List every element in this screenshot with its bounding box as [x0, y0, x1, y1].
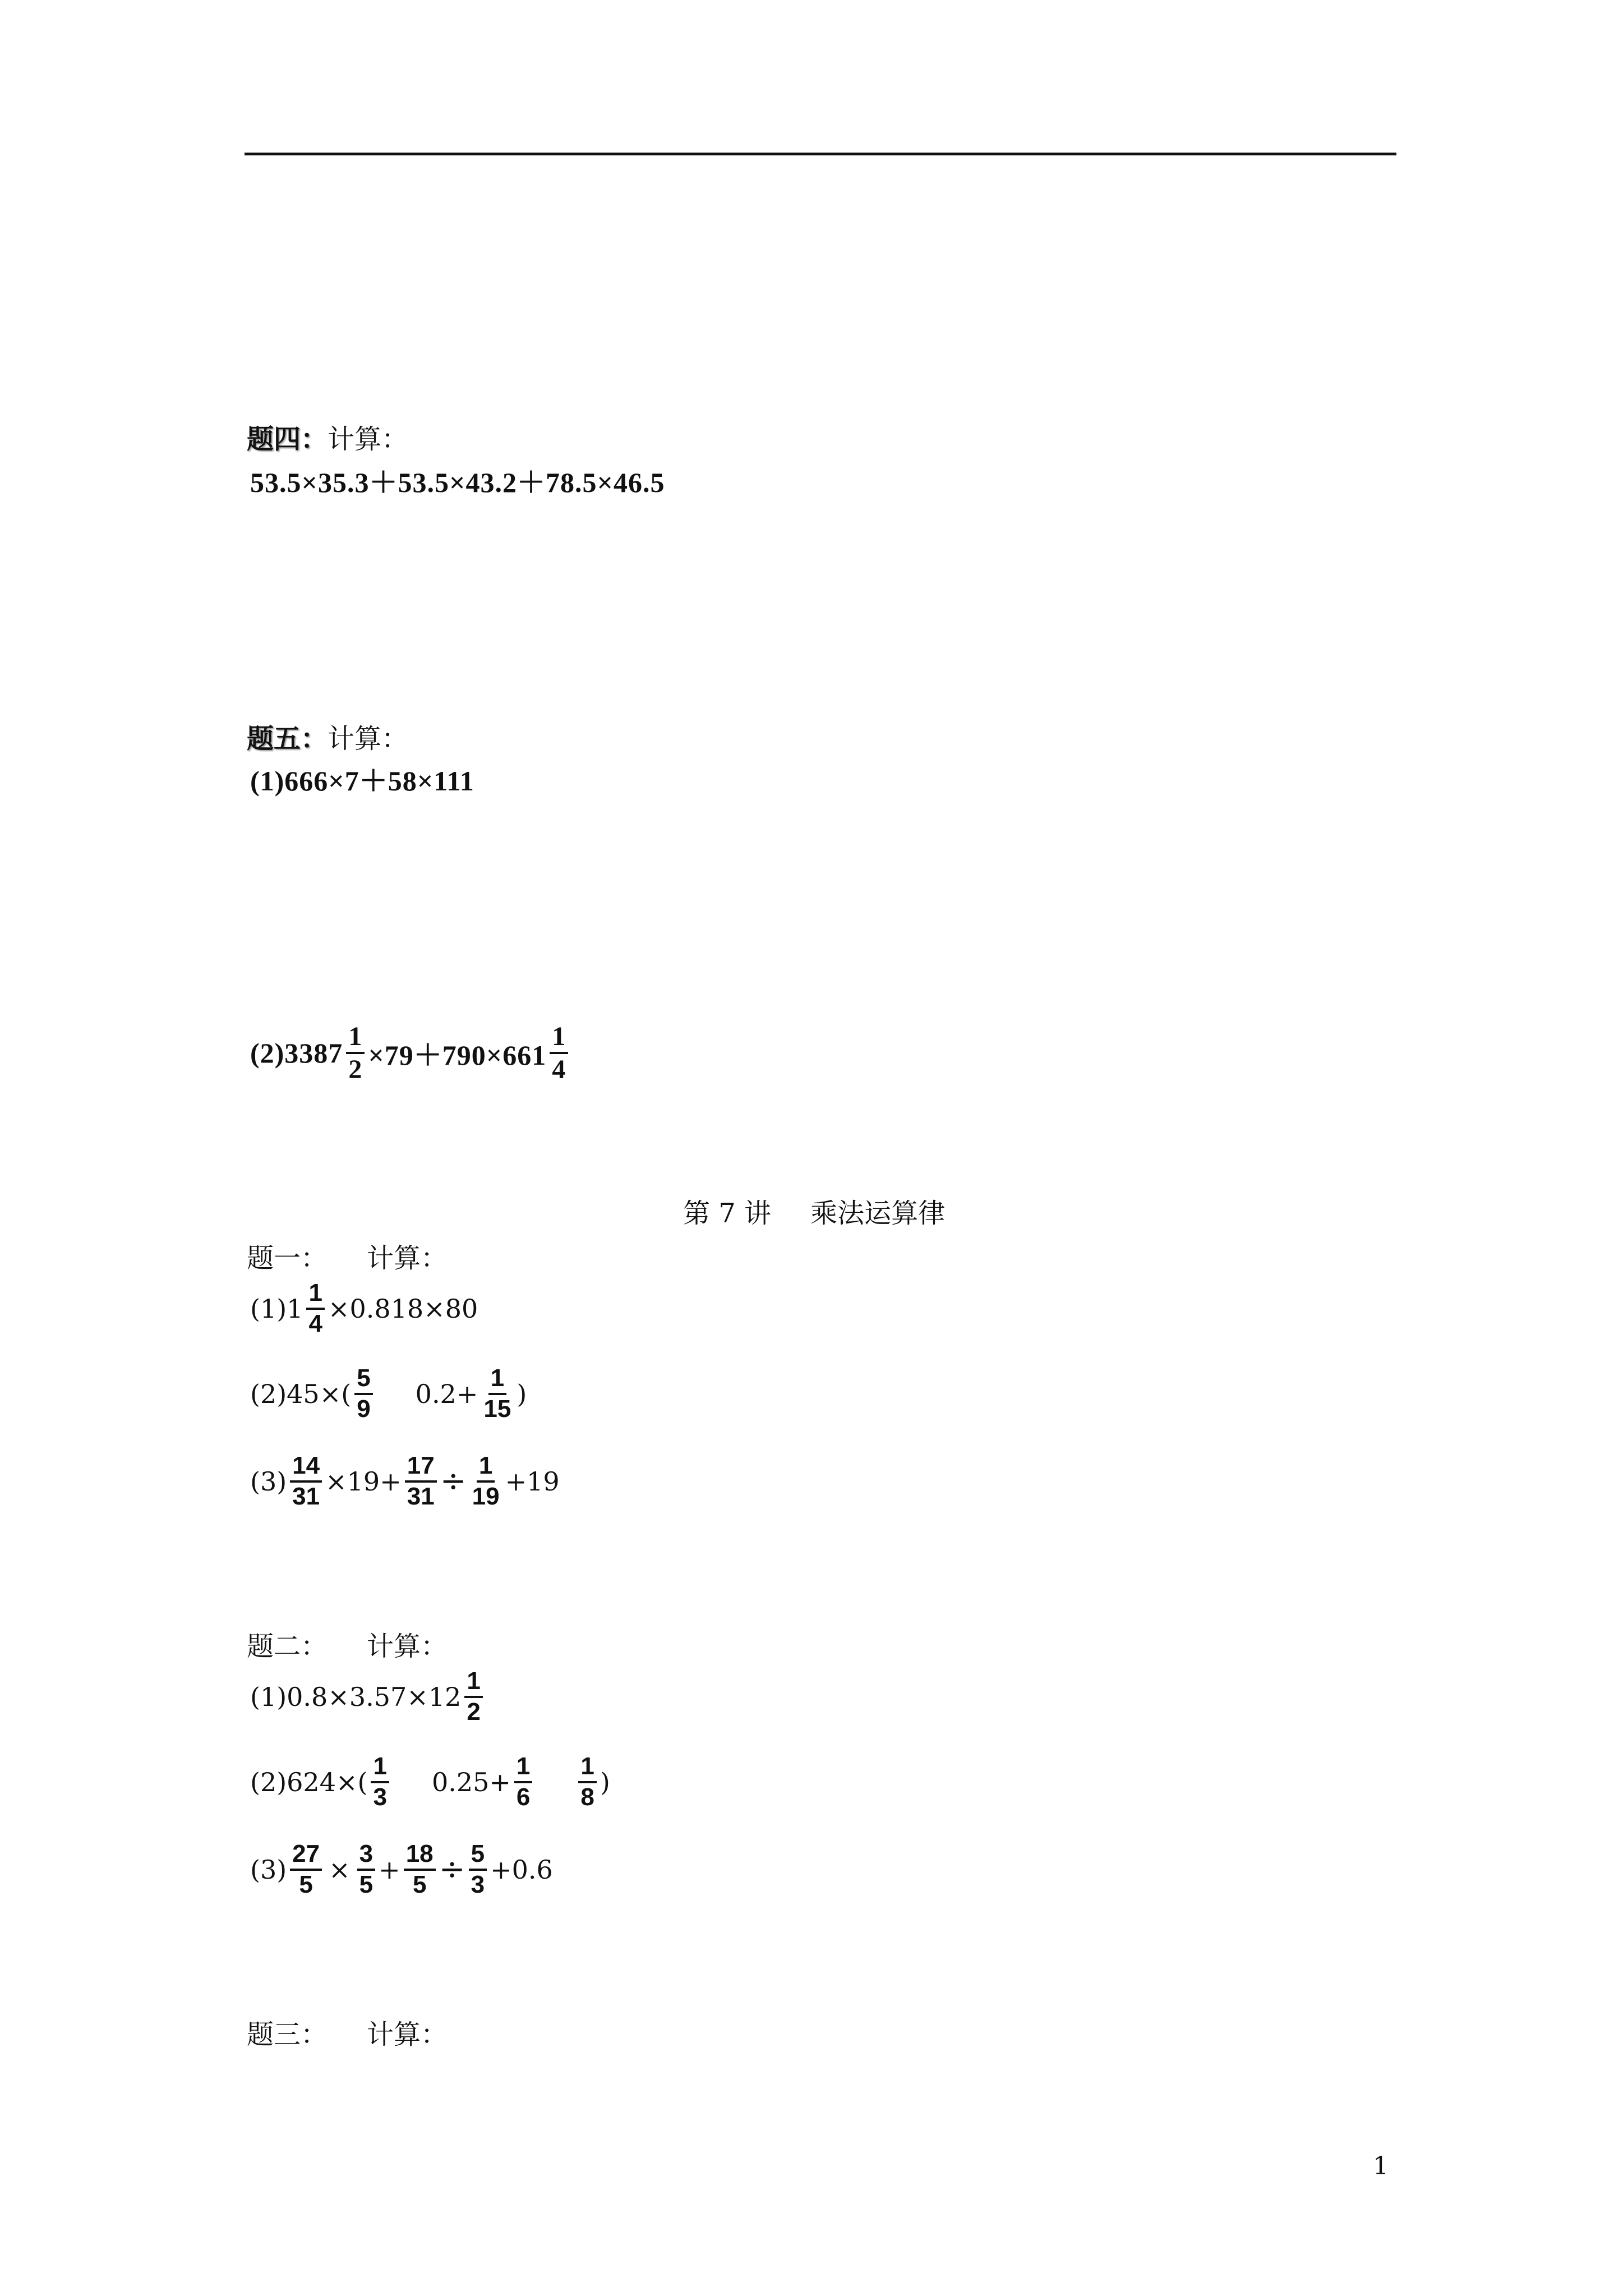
page-number: 1 — [1373, 2152, 1389, 2180]
question-4-label: 题四： — [247, 424, 328, 455]
fraction-denominator: 15 — [483, 1395, 511, 1423]
fraction-numerator: 1 — [550, 1021, 568, 1054]
fraction-numerator: 14 — [290, 1452, 322, 1483]
problem-3-label: 题三： — [247, 2019, 328, 2050]
fraction-numerator: 5 — [469, 1840, 487, 1871]
expr-middle: ×19+ — [325, 1466, 402, 1497]
problem-2-expression-2 — [250, 1752, 610, 1811]
question-5-expression-1: (1)666×7＋58×111 — [250, 765, 474, 797]
plus-sign: + — [379, 1854, 400, 1885]
fraction — [405, 1452, 437, 1511]
question-5-expression-2 — [250, 1021, 571, 1085]
fraction-denominator: 5 — [299, 1870, 313, 1898]
question-4-expression: 53.5×35.3＋53.5×43.2＋78.5×46.5 — [250, 467, 665, 498]
fraction-numerator: 1 — [346, 1021, 365, 1054]
q5-e2-middle: ×79＋790×661 — [368, 1039, 547, 1071]
problem-2-instruction: 计算： — [367, 1631, 448, 1662]
expr-prefix: (1)1 — [250, 1293, 303, 1324]
expr-end: ) — [600, 1766, 610, 1797]
problem-1-instruction: 计算： — [367, 1243, 448, 1274]
fraction-numerator: 1 — [514, 1752, 532, 1783]
problem-2-expression-1 — [250, 1667, 486, 1726]
fraction-denominator: 4 — [552, 1055, 566, 1085]
expr-prefix: (2)624×( — [250, 1766, 368, 1797]
expr-prefix: (2)45×( — [250, 1378, 352, 1409]
divide-sign: ÷ — [440, 1463, 467, 1500]
fraction-denominator: 4 — [308, 1309, 322, 1337]
fraction-denominator: 31 — [407, 1482, 435, 1510]
problem-3-instruction: 计算： — [367, 2019, 448, 2050]
problem-1-expression-1 — [250, 1279, 478, 1338]
fraction — [404, 1840, 436, 1899]
fraction-numerator: 1 — [464, 1667, 482, 1698]
fraction-numerator: 17 — [405, 1452, 437, 1483]
lecture-title — [683, 1191, 945, 1230]
fraction — [469, 1840, 487, 1899]
fraction-numerator: 3 — [357, 1840, 375, 1871]
expr-prefix: (3) — [250, 1854, 287, 1885]
fraction-numerator: 1 — [477, 1452, 495, 1483]
fraction-denominator: 8 — [580, 1783, 594, 1811]
expr-end: +19 — [505, 1466, 560, 1497]
fraction — [290, 1840, 322, 1899]
divide-sign: ÷ — [439, 1851, 465, 1888]
fraction — [464, 1667, 482, 1726]
fraction-numerator: 1 — [371, 1752, 389, 1783]
fraction — [354, 1364, 372, 1423]
fraction-numerator: 1 — [488, 1364, 506, 1395]
expr-prefix: (1)0.8×3.57×12 — [250, 1681, 462, 1712]
fraction-numerator: 18 — [404, 1840, 436, 1871]
header-rule — [245, 153, 1396, 155]
fraction-numerator: 1 — [578, 1752, 596, 1783]
question-5-heading — [247, 717, 408, 756]
fraction-denominator: 2 — [348, 1055, 363, 1085]
problem-2-expression-3 — [250, 1840, 553, 1899]
question-5-label: 题五： — [247, 723, 328, 754]
fraction-denominator: 9 — [357, 1395, 371, 1423]
q5-e2-prefix: (2)3387 — [250, 1037, 343, 1069]
fraction-denominator: 5 — [359, 1870, 374, 1898]
fraction-numerator: 5 — [354, 1364, 372, 1395]
fraction-denominator: 3 — [471, 1870, 485, 1898]
problem-1-expression-2 — [250, 1364, 527, 1423]
fraction — [550, 1021, 568, 1085]
fraction-denominator: 2 — [467, 1697, 481, 1726]
expr-prefix: (3) — [250, 1466, 287, 1497]
problem-1-heading — [247, 1236, 448, 1275]
expr-middle: 0.25+ — [431, 1766, 511, 1797]
fraction-denominator: 19 — [472, 1482, 500, 1510]
fraction — [578, 1752, 596, 1811]
multiply-sign: × — [329, 1854, 351, 1885]
fraction-denominator: 3 — [373, 1783, 387, 1811]
fraction — [290, 1452, 322, 1511]
expr-middle: 0.2+ — [415, 1378, 478, 1409]
problem-2-label: 题二： — [247, 1631, 328, 1662]
expr-rest: ×0.818×80 — [328, 1293, 478, 1324]
fraction — [514, 1752, 532, 1811]
problem-1-expression-3 — [250, 1452, 560, 1511]
fraction-numerator: 1 — [306, 1279, 324, 1310]
fraction — [306, 1279, 324, 1338]
problem-2-heading — [247, 1625, 448, 1663]
fraction — [357, 1840, 375, 1899]
fraction-denominator: 31 — [292, 1482, 320, 1510]
fraction — [371, 1752, 389, 1811]
expr-end: ) — [517, 1378, 527, 1409]
lecture-number: 第 7 讲 — [683, 1198, 772, 1229]
fraction — [481, 1364, 513, 1423]
expr-end: +0.6 — [490, 1854, 553, 1885]
fraction — [346, 1021, 365, 1085]
question-5-instruction: 计算： — [328, 723, 409, 754]
problem-3-heading — [247, 2013, 448, 2051]
fraction-denominator: 6 — [516, 1783, 531, 1811]
fraction-numerator: 27 — [290, 1840, 322, 1871]
lecture-topic: 乘法运算律 — [810, 1198, 946, 1229]
fraction — [470, 1452, 502, 1511]
question-4-instruction: 计算： — [328, 424, 409, 455]
fraction-denominator: 5 — [412, 1870, 427, 1898]
problem-1-label: 题一： — [247, 1243, 328, 1274]
question-4-heading — [247, 417, 408, 456]
